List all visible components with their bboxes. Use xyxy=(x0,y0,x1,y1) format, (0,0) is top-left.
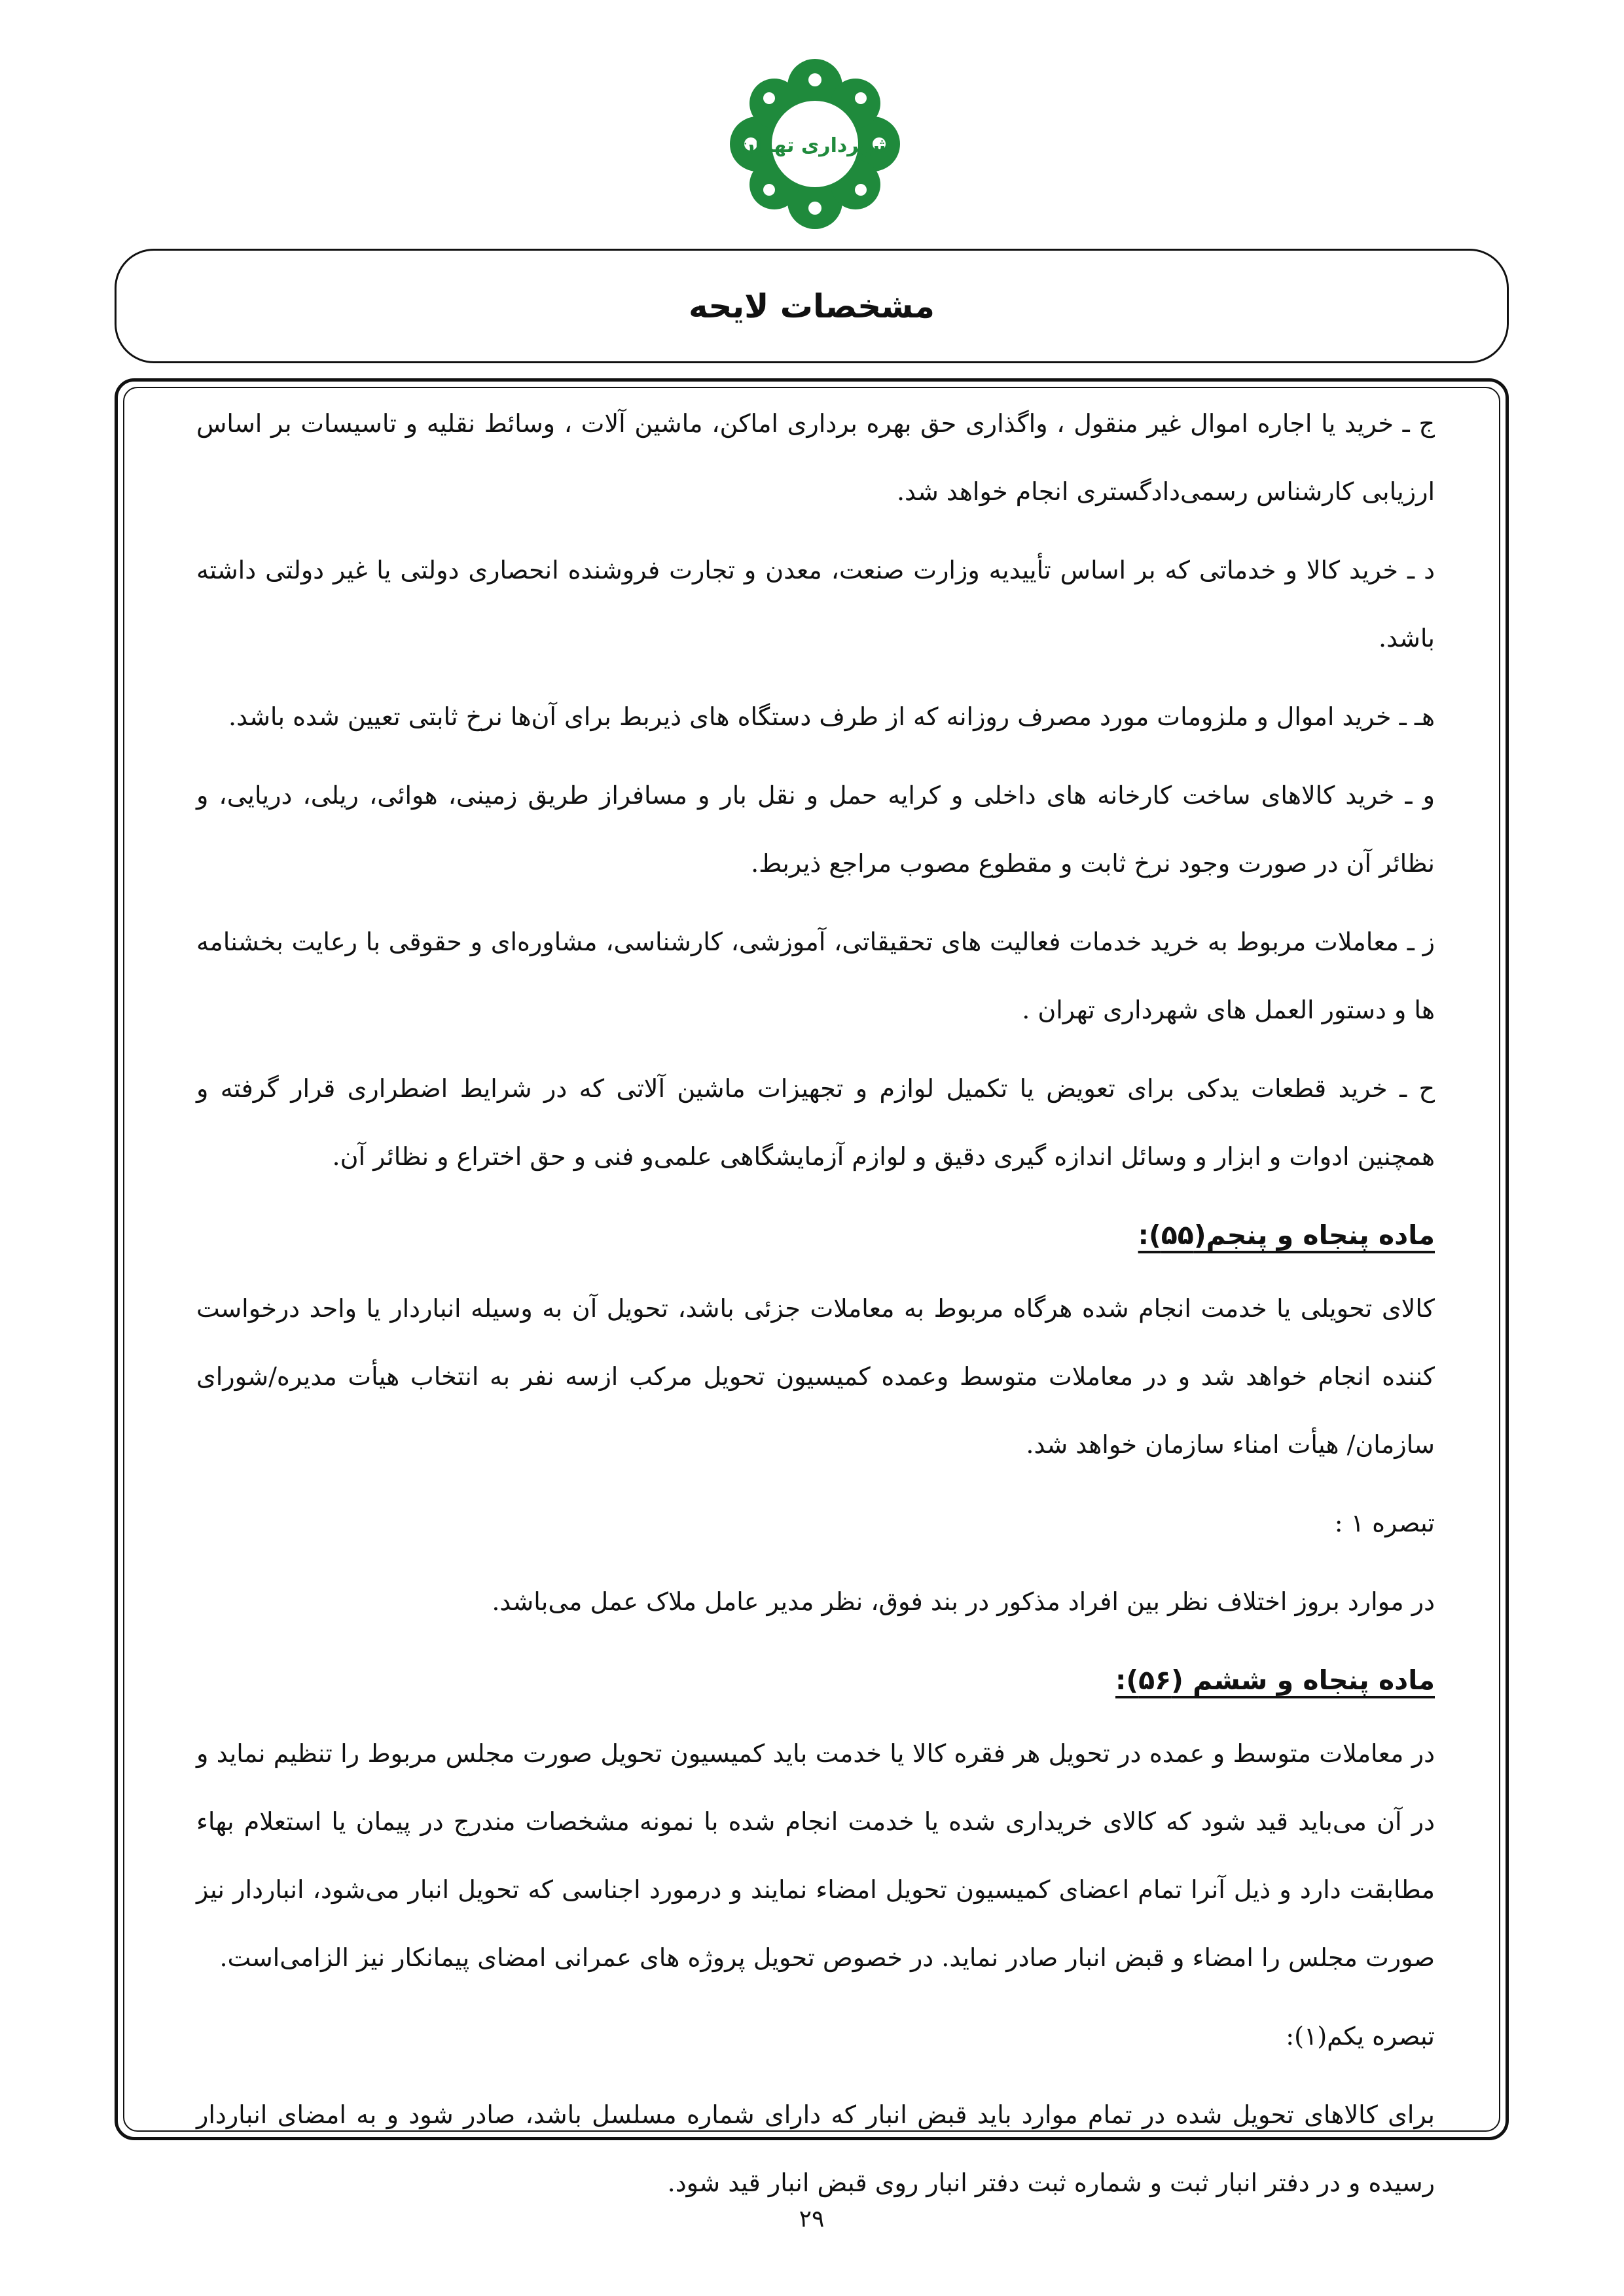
article-55-note-text: در موارد بروز اختلاف نظر بین افراد مذکور در بند فوق، نظر مدیر عامل ملاک عمل می‌باشد. xyxy=(492,1587,1435,1616)
title-box xyxy=(115,249,1509,363)
clause-z: ز ـ معاملات مربوط به خرید خدمات فعالیت های تحقیقاتی، آموزشی، کارشناسی، مشاوره‌ای و حقوقی با رعایت بخشنامه ها و دستور العمل های شهرداری تهران . xyxy=(196,927,1435,1024)
clause-v: و ـ خرید کالاهای ساخت کارخانه های داخلی و کرایه حمل و نقل بار و مسافراز طریق زمینی، هوائی، ریلی، دریایی، و نظائر آن در صورت وجود نرخ ثابت و مقطوع مصوب مراجع ذیربط. xyxy=(196,781,1435,878)
clause-d: د ـ خرید کالا و خدماتی که بر اساس تأییدیه وزارت صنعت، معدن و تجارت فروشنده انحصاری دولتی یا غیر دولتی داشته باشد. xyxy=(196,556,1435,653)
article-56-text: در معاملات متوسط و عمده در تحویل هر فقره کالا یا خدمت باید کمیسیون تحویل صورت مجلس مربوط را تنظیم نماید و در آن می‌باید قید شود که کالای خریداری شده یا خدمت انجام شده با نمونه مشخصات مندرج در پیمان یا استعلام بهاء مطابقت دارد و ذیل آنرا تمام اعضای کمیسیون تحویل امضاء نمایند و درمورد اجناسی که تحویل انبار می‌شود، انباردار نیز صورت مجلس را امضاء و قبض انبار صادر نماید. در خصوص تحویل پروژه های عمرانی امضای پیمانکار نیز الزامی‌است. xyxy=(196,1739,1435,1972)
article-56-heading: ماده پنجاه و ششم (۵۶): xyxy=(1115,1664,1435,1696)
article-55-heading: ماده پنجاه و پنجم(۵۵): xyxy=(1138,1219,1435,1251)
page-title: مشخصات لایحه xyxy=(689,287,935,325)
article-56-note-text: برای کالاهای تحویل شده در تمام موارد باید قبض انبار که دارای شماره مسلسل باشد، صادر شود و به امضای انباردار رسیده و در دفتر انبار ثبت و شماره ثبت دفتر انبار روی قبض انبار قید شود. xyxy=(196,2100,1435,2197)
article-55-text: کالای تحویلی یا خدمت انجام شده هرگاه مربوط به معاملات جزئی باشد، تحویل آن به وسیله انباردار یا واحد درخواست کننده انجام خواهد شد و در معاملات متوسط وعمده کمیسیون تحویل مرکب ازسه نفر به انتخاب هیأت مدیره/شورای سازمان/ هیأت امناء سازمان خواهد شد. xyxy=(196,1294,1435,1459)
logo-text: شهرداری تهران xyxy=(738,134,892,157)
tehran-municipality-logo xyxy=(730,59,900,229)
clause-ha: ح ـ خرید قطعات یدکی برای تعویض یا تکمیل لوازم و تجهیزات ماشین آلاتی که در شرایط اضطراری قرار گرفته و همچنین ادوات و ابزار و وسائل اندازه گیری دقیق و لوازم آزمایشگاهی علمی‌و فنی و حق اختراع و نظائر آن. xyxy=(196,1074,1435,1171)
document-body xyxy=(196,389,1435,2227)
clause-h: هـ ـ خرید اموال و ملزومات مورد مصرف روزانه که از طرف دستگاه های ذیربط برای آن‌ها نرخ ثابتی تعیین شده باشد. xyxy=(228,702,1435,731)
article-56-note-label: تبصره یکم(۱): xyxy=(1286,2022,1435,2051)
page-number: ۲۹ xyxy=(799,2206,825,2233)
clause-j: ج ـ خرید یا اجاره اموال غیر منقول ، واگذاری حق بهره برداری اماکن، ماشین آلات ، وسائط نقلیه و تاسیسات بر اساس ارزیابی کارشناس رسمی‌دادگستری انجام خواهد شد. xyxy=(196,409,1435,506)
article-55-note-label: تبصره ۱ : xyxy=(1334,1509,1435,1537)
